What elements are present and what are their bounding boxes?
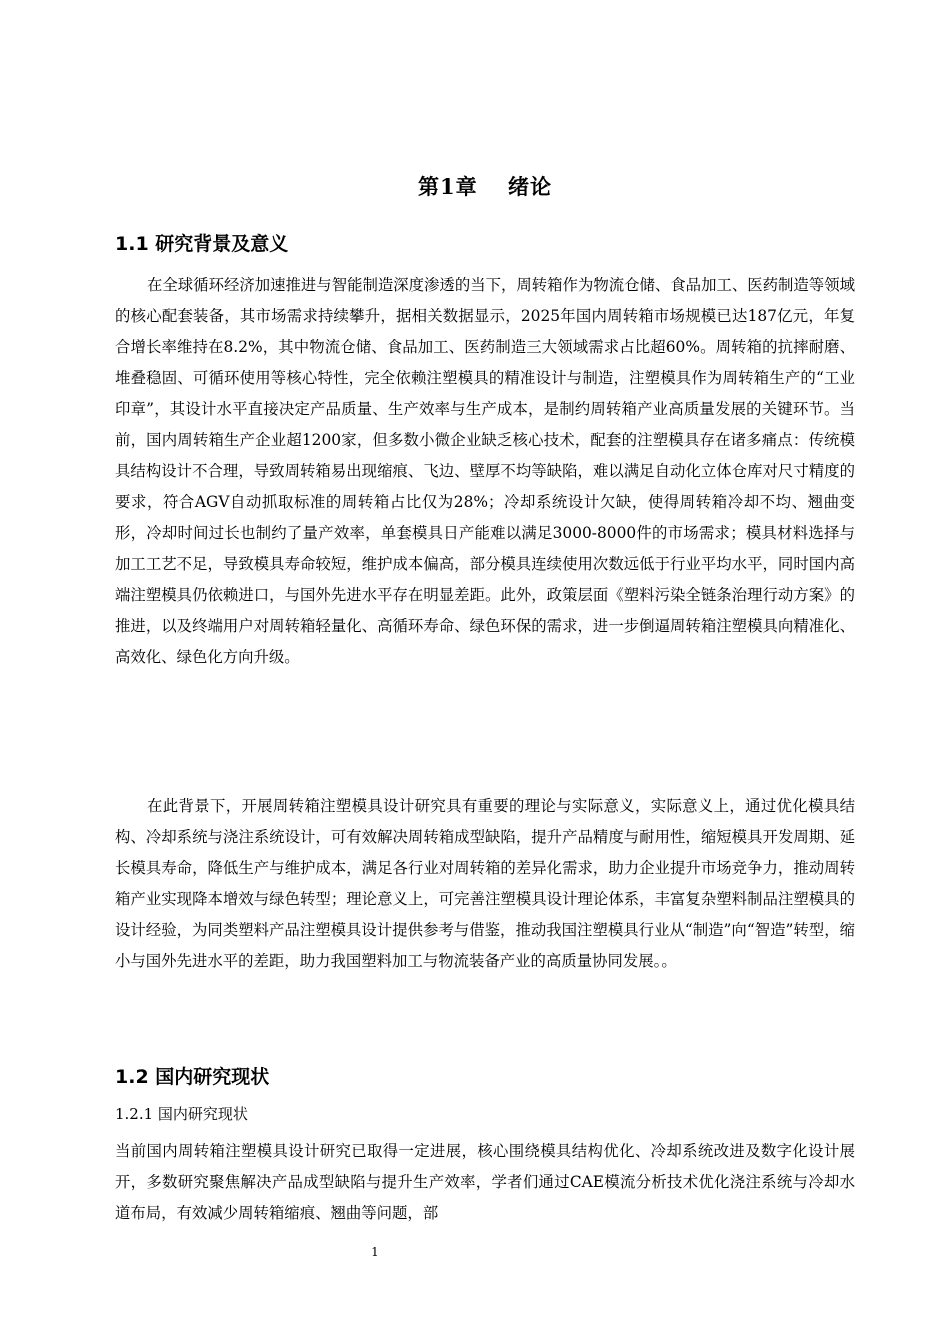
- subsection-heading-1-2-1: 1.2.1 国内研究现状: [115, 1105, 248, 1123]
- paragraph-domestic-research: 当前国内周转箱注塑模具设计研究已取得一定进展，核心围绕模具结构优化、冷却系统改进及数字化设计展开，多数研究聚焦解决产品成型缺陷与提升生产效率，学者们通过CAE模流分析技术优化浇注系统与冷却水道布局，有效减少周转箱缩痕、翘曲等问题，部: [115, 1142, 855, 1222]
- chapter-title: 第1章 绪论: [418, 174, 552, 199]
- paragraph-background: 在全球循环经济加速推进与智能制造深度渗透的当下，周转箱作为物流仓储、食品加工、医药制造等领域的核心配套装备，其市场需求持续攀升，据相关数据显示，2025年国内周转箱市场规模已达187亿元，年复合增长率维持在8.2%，其中物流仓储、食品加工、医药制造三大领域需求占比超60%。周转箱的抗摔耐磨、堆叠稳固、可循环使用等核心特性，完全依赖注塑模具的精准设计与制造，注塑模具作为周转箱生产的“工业印章”，其设计水平直接决定产品质量、生产效率与生产成本，是制约周转箱产业高质量发展的关键环节。当前，国内周转箱生产企业超1200家，但多数小微企业缺乏核心技术，配套的注塑模具存在诸多痛点：传统模具结构设计不合理，导致周转箱易出现缩痕、飞边、壁厚不均等缺陷，难以满足自动化立体仓库对尺寸精度的要求，符合AGV自动抓取标准的周转箱占比仅为28%；冷却系统设计欠缺，使得周转箱冷却不均、翘曲变形，冷却时间过长也制约了量产效率，单套模具日产能难以满足3000-8000件的市场需求；模具材料选择与加工工艺不足，导致模具寿命较短，维护成本偏高，部分模具连续使用次数远低于行业平均水平，同时国内高端注塑模具仍依赖进口，与国外先进水平存在明显差距。此外，政策层面《塑料污染全链条治理行动方案》的推进，以及终端用户对周转箱轻量化、高循环寿命、绿色环保的需求，进一步倒逼周转箱注塑模具向精准化、高效化、绿色化方向升级。: [115, 276, 855, 666]
- section-heading-1-2: 1.2 国内研究现状: [115, 1066, 270, 1088]
- page-number: 1: [371, 1245, 379, 1259]
- paragraph-significance: 在此背景下，开展周转箱注塑模具设计研究具有重要的理论与实际意义，实际意义上，通过优化模具结构、冷却系统与浇注系统设计，可有效解决周转箱成型缺陷，提升产品精度与耐用性，缩短模具开发周期、延长模具寿命，降低生产与维护成本，满足各行业对周转箱的差异化需求，助力企业提升市场竞争力，推动周转箱产业实现降本增效与绿色转型；理论意义上，可完善注塑模具设计理论体系，丰富复杂塑料制品注塑模具的设计经验，为同类塑料产品注塑模具设计提供参考与借鉴，推动我国注塑模具行业从“制造”向“智造”转型，缩小与国外先进水平的差距，助力我国塑料加工与物流装备产业的高质量协同发展。。: [115, 797, 855, 970]
- section-heading-1-1: 1.1 研究背景及意义: [115, 233, 289, 255]
